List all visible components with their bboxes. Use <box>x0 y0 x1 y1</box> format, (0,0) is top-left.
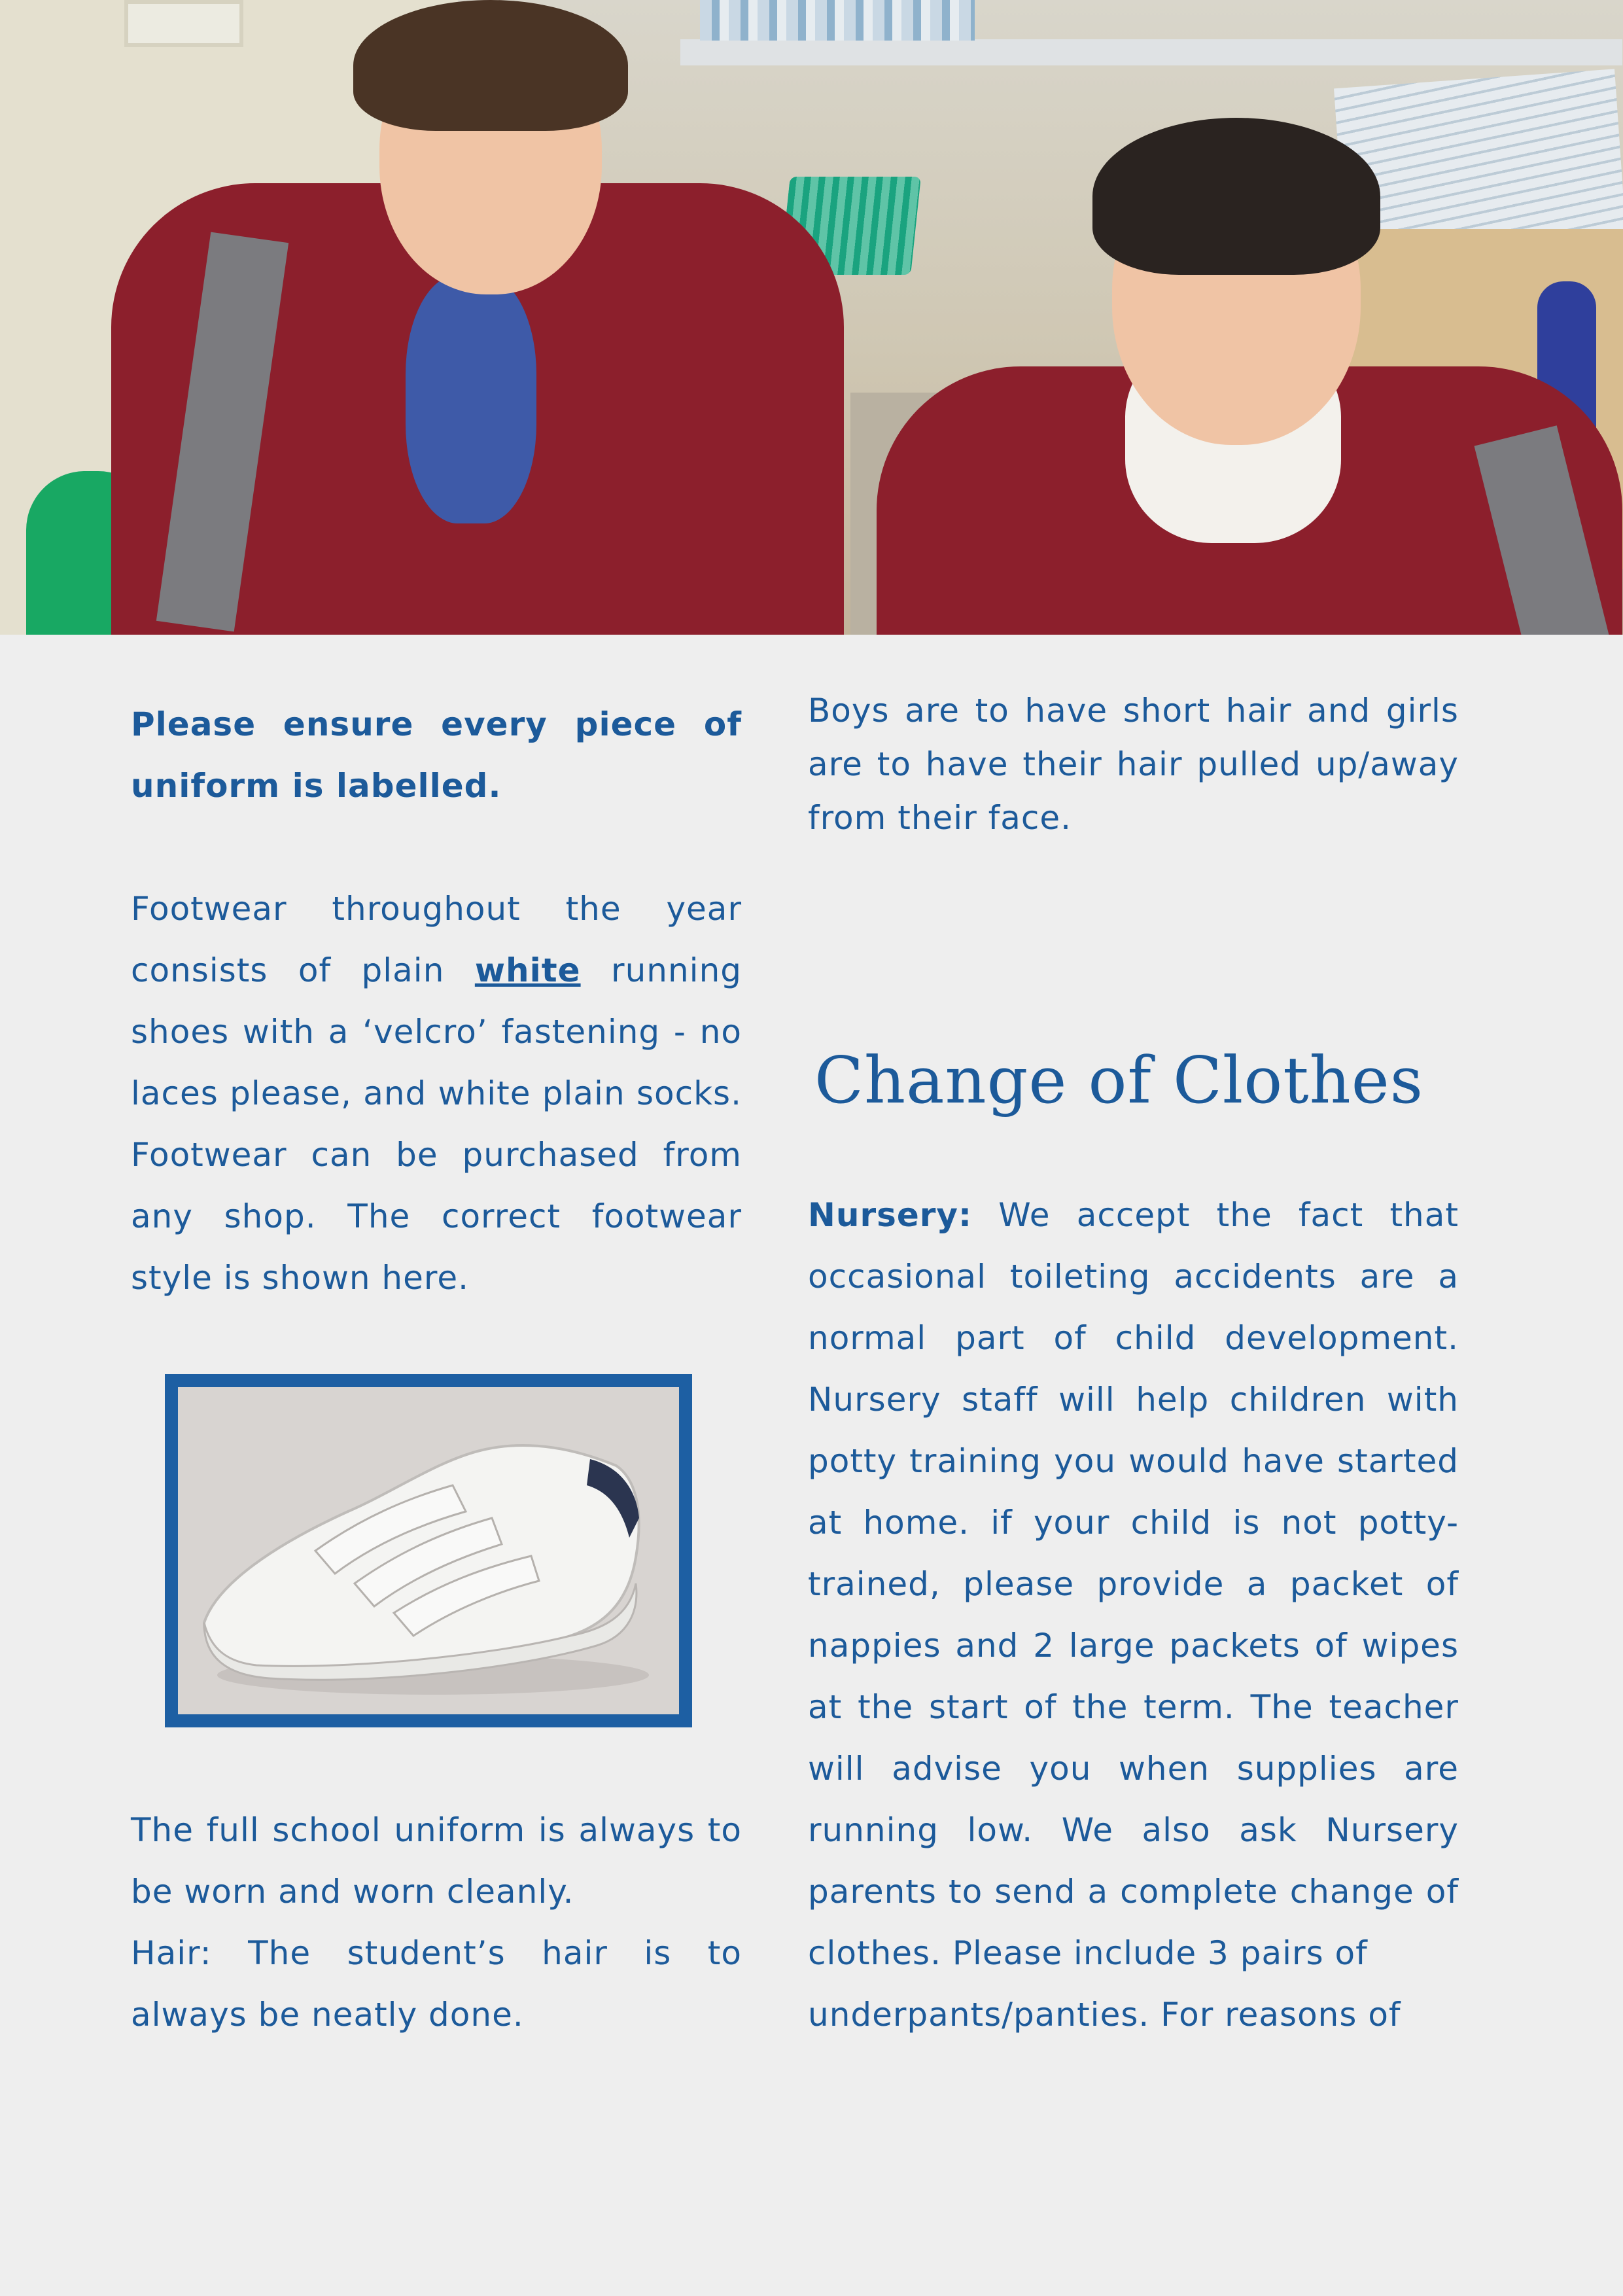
labelled-notice: Please ensure every piece of uniform is labelled. <box>131 705 742 805</box>
nursery-text: We accept the fact that occasional toileting accidents are a normal part of child development. Nursery staff will help children with potty training you would have started at home. if your child is not potty-trained, please provide a packet of nappies and 2 large packets of wipes at the start of the term. The teacher will advise you when supplies are running low. We also ask Nursery parents to send a complete change of clothes. Please include 3 pairs of <box>808 1196 1459 1972</box>
nursery-paragraph <box>808 1184 1459 1984</box>
left-column <box>131 694 742 1309</box>
nursery-label: Nursery: <box>808 1196 973 1234</box>
footwear-paragraph <box>131 878 742 1309</box>
hair-note: Hair: The student’s hair is to always be neatly done. <box>131 1934 742 2034</box>
spacer <box>131 817 742 878</box>
child-hair <box>353 0 628 131</box>
uniform-note: The full school uniform is always to be worn and worn cleanly. <box>131 1811 742 1911</box>
footwear-emphasis-white: white <box>474 951 581 989</box>
blue-shirt <box>406 275 536 523</box>
shoe-image-frame <box>165 1374 692 1727</box>
child-hair <box>1092 118 1380 275</box>
right-column-top <box>808 684 1459 845</box>
white-velcro-shoe-image <box>178 1387 679 1714</box>
child-left <box>39 0 955 635</box>
nursery-last-line: underpants/panties. For reasons of <box>808 1996 1401 2034</box>
left-column-bottom <box>131 1799 742 2045</box>
section-heading-change-of-clothes: Change of Clothes <box>814 1044 1424 1118</box>
hero-photo-children-in-uniform <box>0 0 1623 635</box>
child-right <box>850 118 1623 635</box>
footwear-text-start: Footwear throughout the year consists of plain <box>131 890 742 989</box>
right-column-nursery <box>808 1184 1459 2045</box>
footwear-text-end: running shoes with a ‘velcro’ fastening - no laces please, and white plain socks. Footwear can be purchased from any shop. The correct footwear style is shown here. <box>131 951 742 1297</box>
hair-rule: Boys are to have short hair and girls are to have their hair pulled up/away from their face. <box>808 692 1459 837</box>
